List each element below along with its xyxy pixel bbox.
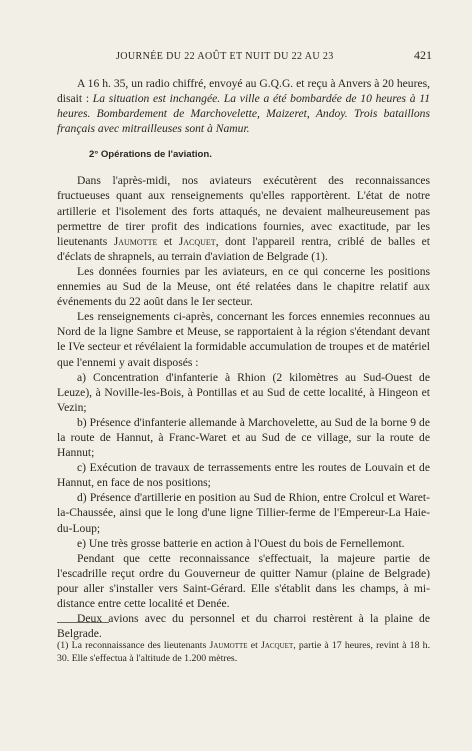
officer-name-2: Jacquet [178,234,216,248]
paragraph-donnees: Les données fournies par les aviateurs, en ce qui concerne les positions ennemies au Sud de la Meuse, ont été relatées dans le chapitre relatif aux événements du 22 août dans le Ier secteur. [57,264,430,309]
p1-text-c: , dont l'appareil rentra, criblé de balles et d'éclats de shrapnels, au terrain d'aviation de Belgrade (1). [57,234,431,263]
section-title: 2° Opérations de l'aviation. [89,149,212,161]
list-item-d: d) Présence d'artillerie en position au Sud de Rhion, entre Crolcul et Waret-la-Chaussée, ainsi que le long d'une ligne Tillier-ferme de l'Empereur-La Haie-du-Loup; [57,491,430,535]
list-item-c: c) Exécution de travaux de terrassements entre les routes de Louvain et de Hannut, en face de nos positions; [57,461,430,490]
list-item-b: b) Présence d'infanterie allemande à Marchovelette, au Sud de la borne 9 de la route de Hannut, à Franc-Waret et au Sud de ce village, sur la route de Hannut; [57,415,430,460]
footnote-officer-name-2: Jacquet [261,639,294,651]
radio-intro: A 16 h. 35, un radio chiffré, envoyé au G.Q.G. et reçu à Anvers à 20 heures, disait : [57,77,430,106]
list-item-e: e) Une très grosse batterie en action à l'Ouest du bois de Fernellemont. [77,536,405,550]
footnote-divider [57,622,109,623]
page-body [57,76,430,641]
footnote-officer-name-1: Jaumotte [209,639,248,651]
radio-paragraph [57,76,430,136]
officer-name-1: Jaumotte [113,234,158,248]
footnote-text-c: , partie à 17 heures, revint à 18 h. 30. Elle s'effectua à l'altitude de 1.200 mètres. [57,639,431,664]
paragraph-avions: Deux avions avec du personnel et du charroi restèrent à la plaine de Belgrade. [57,612,430,641]
footnote [57,639,430,665]
running-head: JOURNÉE DU 22 AOÛT ET NUIT DU 22 AU 23 [116,51,334,62]
page-number: 421 [414,48,432,62]
p1-text-a: Dans l'après-midi, nos aviateurs exécutèrent des reconnaissances fructueuses quant aux renseignements qu'elles rapportèrent. L'état de notre artillerie et l'isolement des forts attaqués, ne devaient malheureusement pas permettre de tirer profit des indications fournies, avec exactitude, par les lieutenants [57,174,430,248]
paragraph-escadrille: Pendant que cette reconnaissance s'effectuait, la majeure partie de l'escadrille reçut ordre du Gouverneur de quitter Namur (plaine de Belgrade) pour aller s'installer vers Saint-Gérard. Elle s'établit dans les champs, à mi-distance entre cette localité et Denée. [57,551,430,610]
paragraph-reconnaissance [57,173,430,264]
p1-text-b: et [157,234,179,248]
radio-quote: La situation est inchangée. La ville a été bombardée de 10 heures à 11 heures. Bombardement de Marchovelette, Maizeret, Andoy. Trois bataillons français avec mitrailleuses sont à Namur. [57,92,431,136]
footnote-text-a: (1) La reconnaissance des lieutenants [57,639,210,651]
page-header [116,48,432,63]
paragraph-renseignements: Les renseignements ci-après, concernant les forces ennemies reconnues au Nord de la ligne Sambre et Meuse, se rapportaient à la région s'étendant devant le IVe secteur et révélaient la formidable accumulation de troupes et de matériel que l'ennemi y avait disposés : [57,310,430,369]
footnote-text-b: et [247,639,262,651]
list-item-a: a) Concentration d'infanterie à Rhion (2 kilomètres au Sud-Ouest de Leuze), à Noville-les-Bois, à Pontillas et au Sud de cette localité, à Hingeon et Vezin; [57,370,430,414]
